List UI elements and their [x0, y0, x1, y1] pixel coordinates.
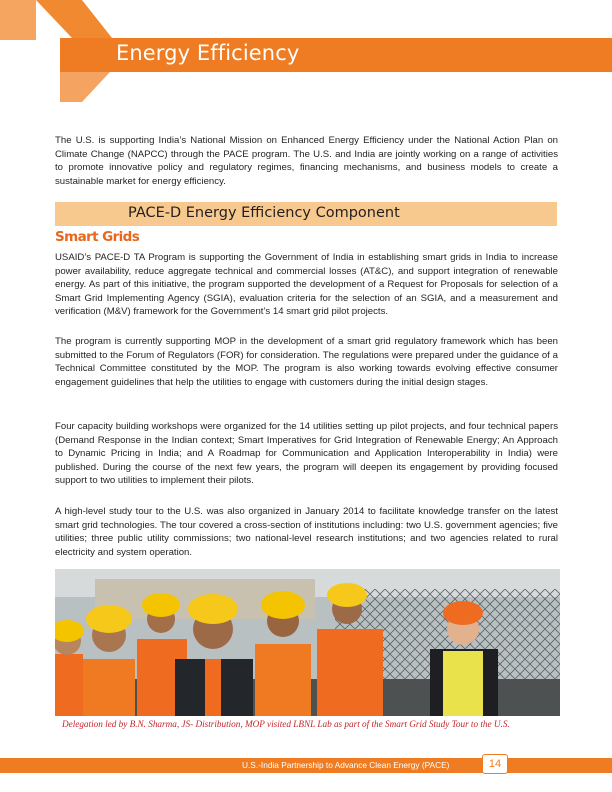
intro-paragraph: The U.S. is supporting India’s National Mission on Enhanced Energy Efficiency under the National Action Plan on Climate Change (NAPCC) through the PACE program. The U.S. and India are jointly working on a range of activities to promote innovative policy and regulatory regimes, financing mechanisms, and business models to create a sustainable market for energy efficiency.: [55, 135, 558, 187]
page-title: Energy Efficiency: [116, 41, 300, 65]
footer-text: U.S.-India Partnership to Advance Clean Energy (PACE): [242, 760, 450, 770]
page-number: 14: [482, 754, 508, 774]
section-title: PACE-D Energy Efficiency Component: [128, 205, 400, 221]
delegation-photo: [55, 569, 560, 716]
photo-caption: Delegation led by B.N. Sharma, JS- Distribution, MOP visited LBNL Lab as part of the Smart Grid Study Tour to the U.S.: [62, 719, 510, 729]
body-paragraph: A high-level study tour to the U.S. was also organized in January 2014 to facilitate knowledge transfer on the latest smart grid technologies. The tour covered a cross-section of institutions including: two U.S. government agencies; five utilities; three public utility commissions; two national-level research institutions; and two agencies related to rural electricity and system operation.: [55, 506, 558, 558]
body-paragraph: The program is currently supporting MOP in the development of a smart grid regulatory framework which has been submitted to the Forum of Regulators (FOR) for consideration. The regulations were prepared under the guidance of a Technical Committee constituted by the MOP. The program is also working towards evolving effective consumer engagement guidelines that help the utilities to engage with customers during the initial design stages.: [55, 336, 558, 388]
body-paragraph: USAID’s PACE-D TA Program is supporting the Government of India in establishing smart grids in India to increase power availability, reduce aggregate technical and commercial losses (AT&C), and support integration of renewable energy. As part of this initiative, the program supported the development of a Request for Proposals for selection of a Smart Grid Implementing Agency (SGIA), evaluation criteria for the selection of an SGIA, and a measurement and verification (M&V) framework for the Government’s 14 smart grid pilot projects.: [55, 252, 558, 317]
subsection-heading: Smart Grids: [55, 229, 140, 245]
body-paragraph: Four capacity building workshops were organized for the 14 utilities setting up pilot projects, and four technical papers (Demand Response in the Indian context; Smart Imperatives for Grid Integration of Renewable Energy; An Approach to Dynamic Pricing in India; and A Roadmap for Communication and Application Interoperability in India) were published. During the course of the next few years, the program will deepen its engagement by providing focused support to two utilities to implement their pilots.: [55, 421, 558, 486]
